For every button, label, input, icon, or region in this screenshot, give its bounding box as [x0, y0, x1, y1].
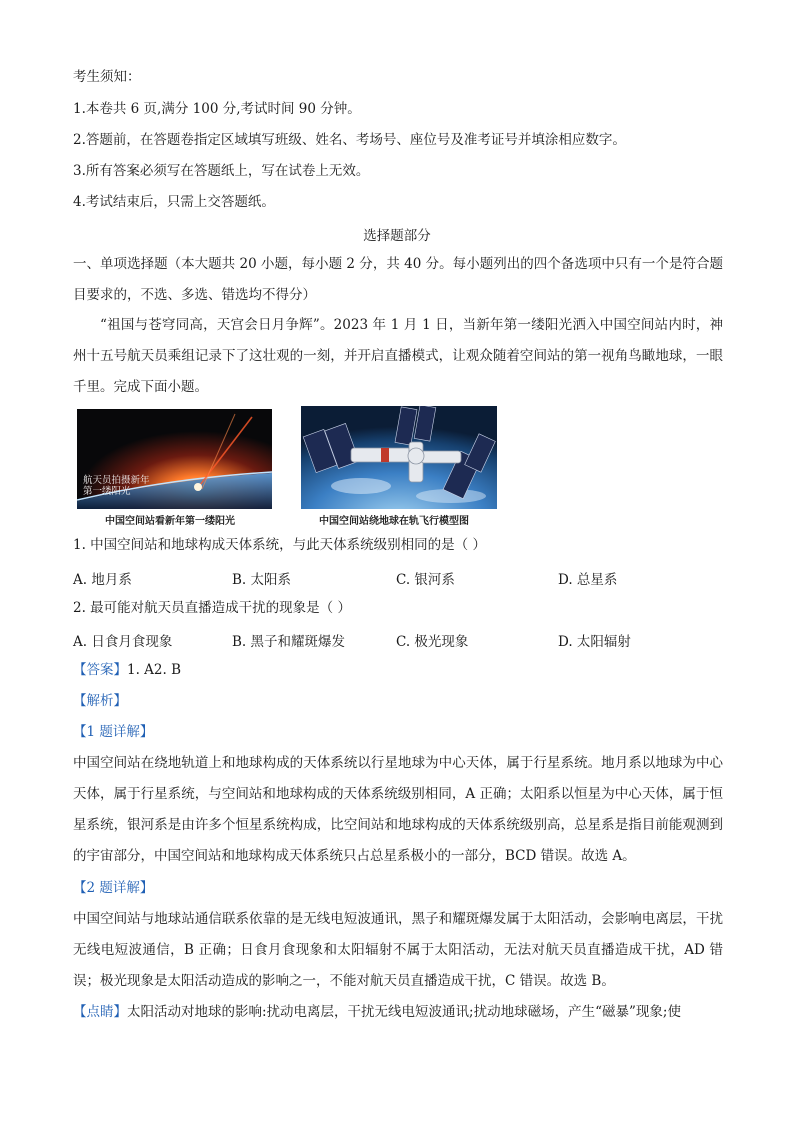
space-station-illustration [301, 406, 497, 509]
detail1-label: 【1 题详解】 [73, 724, 154, 740]
tip-label: 【点睛】 [73, 1004, 127, 1020]
notice-item: 2.答题前，在答题卷指定区域填写班级、姓名、考场号、座位号及准考证号并填涂相应数字。 [73, 132, 626, 148]
section-title: 选择题部分 [363, 228, 431, 244]
photo-overlay-text: 第一缕阳光 [83, 486, 131, 497]
option-c: C. 银河系 [396, 572, 455, 588]
option-d: D. 太阳辐射 [558, 634, 631, 650]
option-c: C. 极光现象 [396, 634, 469, 650]
space-station-photo [301, 406, 497, 509]
tip-line [73, 997, 723, 1028]
option-d: D. 总星系 [558, 572, 618, 588]
option-a: A. 日食月食现象 [73, 634, 173, 650]
option-a: A. 地月系 [73, 572, 132, 588]
detail1-text: 中国空间站在绕地轨道上和地球构成的天体系统以行星地球为中心天体，属于行星系统。地月系以地球为中心天体，属于行星系统，与空间站和地球构成的天体系统级别相同，A 正确；太阳系以恒星为中心天体，属于恒星系统，银河系是由许多个恒星系统构成，比空间站和地球构成的天体系统级别高，总星系是指目前能观测到的宇宙部分，中国空间站和地球构成天体系统只占总星系极小的一部分，BCD 错误。故选 A。 [73, 755, 723, 864]
question-stem: 2. 最可能对航天员直播造成干扰的现象是（ ） [73, 600, 351, 616]
image-caption: 中国空间站绕地球在轨飞行模型图 [319, 516, 469, 527]
option-b: B. 黑子和耀斑爆发 [232, 634, 346, 650]
part1-instructions: 一、单项选择题（本大题共 20 小题，每小题 2 分，共 40 分。每小题列出的四个备选项中只有一个是符合题目要求的，不选、多选、错选均不得分） [73, 256, 723, 303]
question-stem: 1. 中国空间站和地球构成天体系统，与此天体系统级别相同的是（ ） [73, 537, 486, 553]
notice-item: 4.考试结束后，只需上交答题纸。 [73, 194, 275, 210]
analysis-label: 【解析】 [73, 693, 127, 709]
notice-item: 1.本卷共 6 页,满分 100 分,考试时间 90 分钟。 [73, 101, 361, 117]
image-caption: 中国空间站看新年第一缕阳光 [105, 516, 235, 527]
photo-overlay-text: 航天员拍摄新年 [83, 475, 150, 486]
detail2-text: 中国空间站与地球站通信联系依靠的是无线电短波通讯，黑子和耀斑爆发属于太阳活动，会影响电离层，干扰无线电短波通信，B 正确；日食月食现象和太阳辐射不属于太阳活动，无法对航天员直播造成干扰，AD 错误；极光现象是太阳活动造成的影响之一，不能对航天员直播造成干扰，C 错误。故选 B。 [73, 911, 723, 989]
notice-title: 考生须知： [73, 69, 141, 85]
option-b: B. 太阳系 [232, 572, 292, 588]
tip-text: 太阳活动对地球的影响:扰动电离层，干扰无线电短波通讯;扰动地球磁场，产生“磁暴”现象;使 [127, 1004, 681, 1020]
detail2-label: 【2 题详解】 [73, 880, 154, 896]
answer-label: 【答案】 [73, 662, 127, 678]
passage: “祖国与苍穹同高，天宫会日月争辉”。2023 年 1 月 1 日，当新年第一缕阳光洒入中国空间站内时，神州十五号航天员乘组记录下了这壮观的一刻，并开启直播模式，让观众随着空间站的第一视角鸟瞰地球，一眼千里。完成下面小题。 [73, 317, 723, 395]
answer-line [73, 661, 181, 679]
notice-item: 3.所有答案必须写在答题纸上，写在试卷上无效。 [73, 163, 370, 179]
answer-text: 1. A2. B [127, 662, 182, 678]
sunrise-photo [77, 409, 272, 509]
